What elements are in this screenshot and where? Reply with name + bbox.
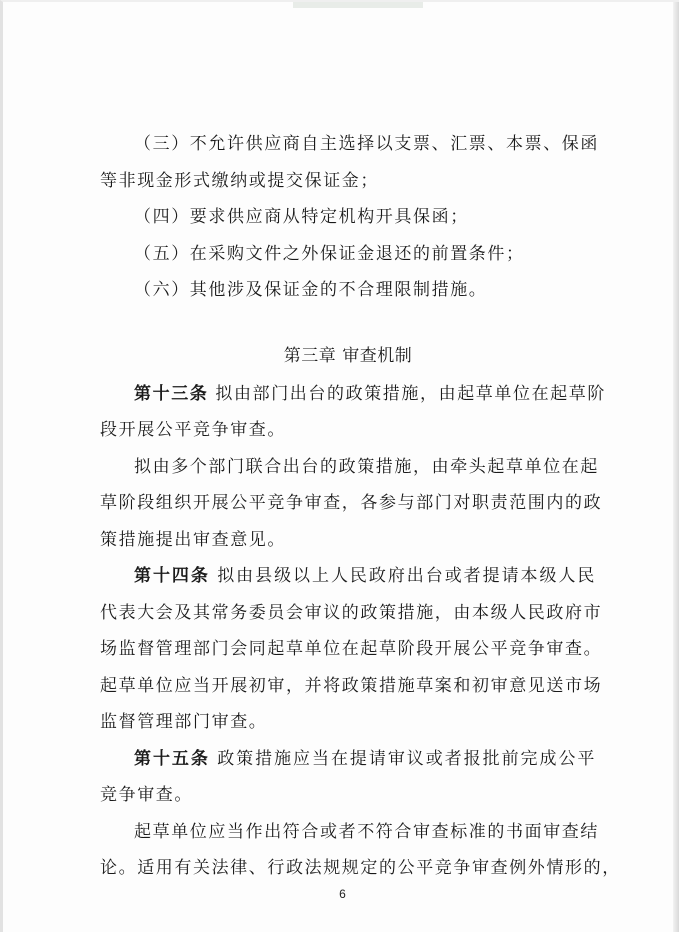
text-line: 草阶段组织开展公平竞争审查，各参与部门对职责范围内的政 xyxy=(100,493,603,513)
article-14-line xyxy=(100,558,596,595)
text-line: 起草单位应当开展初审，并将政策措施草案和初审意见送市场 xyxy=(100,675,603,696)
text-line: 策措施提出审查意见。 xyxy=(100,529,286,550)
text-line: 场监督管理部门会同起草单位在起草阶段开展公平竞争审查。 xyxy=(100,639,603,659)
article-14-title: 第十四条 xyxy=(134,566,210,586)
article-14-text: 拟由县级以上人民政府出台或者提请本级人民 xyxy=(209,566,596,586)
article-15-text: 政策措施应当在提请审议或者报批前完成公平 xyxy=(209,748,596,769)
article-15-title: 第十五条 xyxy=(134,748,210,769)
article-15-line xyxy=(100,741,596,778)
section-gap xyxy=(100,309,596,336)
article-13-line xyxy=(100,376,607,413)
text-line: （六）其他涉及保证金的不合理限制措施。 xyxy=(134,280,488,300)
article-13-title: 第十三条 xyxy=(134,383,209,404)
chapter-title: 第三章 审查机制 xyxy=(283,345,413,366)
text-line: 论。适用有关法律、行政法规规定的公平竞争审查例外情形的， xyxy=(100,858,621,878)
text-line: （三）不允许供应商自主选择以支票、汇票、本票、保函 xyxy=(134,134,599,154)
text-line: 拟由多个部门联合出台的政策措施，由牵头起草单位在起 xyxy=(134,456,599,477)
text-line: 代表大会及其常务委员会审议的政策措施，由本级人民政府市 xyxy=(100,602,603,623)
page-number: 6 xyxy=(339,887,346,901)
document-body xyxy=(100,126,621,887)
text-line: （四）要求供应商从特定机构开具保函； xyxy=(134,207,469,227)
text-line: 竞争审查。 xyxy=(100,785,193,805)
text-line: 监督管理部门审查。 xyxy=(100,712,268,732)
scan-artifact xyxy=(293,2,423,8)
text-line: 等非现金形式缴纳或提交保证金； xyxy=(100,170,379,191)
text-line: 段开展公平竞争审查。 xyxy=(100,420,286,440)
article-13-text: 拟由部门出台的政策措施，由起草单位在起草阶 xyxy=(208,383,607,404)
text-line: （五）在采购文件之外保证金退还的前置条件； xyxy=(134,243,525,264)
text-line: 起草单位应当作出符合或者不符合审查标准的书面审查结 xyxy=(134,821,599,842)
